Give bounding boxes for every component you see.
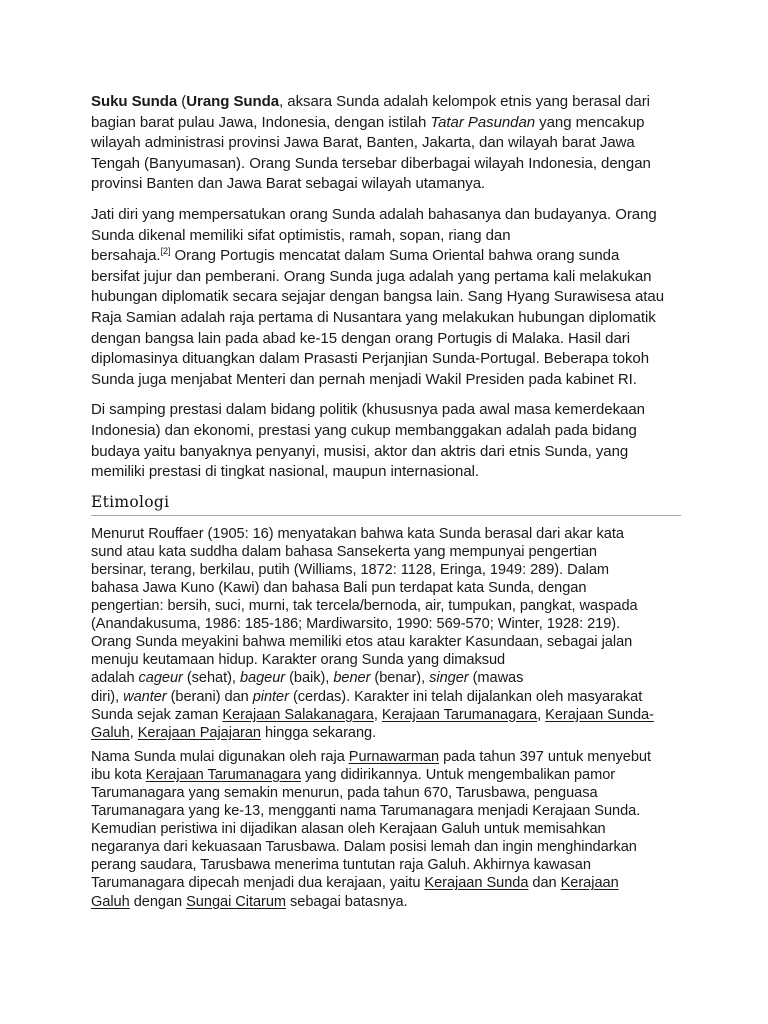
text-span: Nama Sunda mulai digunakan oleh raja xyxy=(91,748,349,765)
text-span: bagian barat pulau Jawa, Indonesia, dengan istilah xyxy=(91,113,431,131)
text-span: (benar), xyxy=(370,670,430,687)
paragraph-intro xyxy=(91,92,691,195)
text-line: Orang Sunda meyakini bahwa memiliki etos atau karakter Kasundaan, sebagai jalan xyxy=(91,634,633,651)
text-span: adalah xyxy=(91,670,139,687)
text-span: yang mencakup xyxy=(535,113,645,131)
text-span: pada tahun 397 untuk menyebut xyxy=(439,748,651,765)
text-line: Tarumanagara yang semakin menurun, pada tahun 670, Tarusbawa, penguasa xyxy=(91,785,598,801)
section-heading-etimologi: Etimologi xyxy=(91,493,681,516)
text-line: bersifat jujur dan pemberani. Orang Sunda juga adalah yang pertama kali melakukan xyxy=(91,267,652,285)
text-span: dan xyxy=(528,875,561,892)
text-line: (Anandakusuma, 1986: 185-186; Mardiwarsito, 1990: 569-570; Winter, 1928: 219). xyxy=(91,616,621,633)
text-line: bersinar, terang, berkilau, putih (Williams, 1872: 1128, Eringa, 1949: 289). Dalam xyxy=(91,561,610,578)
text-span: diri), xyxy=(91,688,124,705)
text-line: Tengah (Banyumasan). Orang Sunda tersebar diberbagai wilayah Indonesia, dengan xyxy=(91,154,651,172)
text-line: pengertian: bersih, suci, murni, tak tercela/bernoda, air, tumpukan, pangkat, waspada xyxy=(91,598,638,615)
text-span: Sunda sejak zaman xyxy=(91,706,223,723)
text-line: sund atau kata suddha dalam bahasa Sansekerta yang mempunyai pengertian xyxy=(91,543,597,560)
link-kerajaan-galuh[interactable]: Kerajaan xyxy=(560,875,619,892)
link-kerajaan-galuh[interactable]: Galuh xyxy=(91,893,130,910)
text-line: Sunda dikenal memiliki sifat optimistis, ramah, sopan, riang dan xyxy=(91,226,511,244)
text-span: dengan xyxy=(129,893,187,910)
italic-term: cageur xyxy=(138,670,183,687)
text-line: diplomasinya dituangkan dalam Prasasti Perjanjian Sunda-Portugal. Beberapa tokoh xyxy=(91,350,650,368)
text-span: yang didirikannya. Untuk mengembalikan pamor xyxy=(300,766,616,783)
text-span: Tarumanagara dipecah menjadi dua kerajaan, yaitu xyxy=(91,875,425,892)
text-span: ibu kota xyxy=(91,766,146,783)
text-span: (berani) dan xyxy=(166,688,253,705)
link-sungai-citarum[interactable]: Sungai Citarum xyxy=(186,893,287,910)
text-span: , xyxy=(537,706,546,723)
link-kerajaan-salakanagara[interactable]: Kerajaan Salakanagara xyxy=(222,706,374,723)
text-line xyxy=(91,246,691,267)
document-page xyxy=(91,92,691,917)
text-line: perang saudara, Tarusbawa menerima tuntutan raja Galuh. Akhirnya kawasan xyxy=(91,857,591,874)
text-line: Raja Samian adalah raja pertama di Nusantara yang melakukan hubungan diplomatik xyxy=(91,308,656,326)
text-line xyxy=(91,748,691,766)
text-line: negaranya dari kekuasaan Tarusbawa. Dalam posisi lemah dan ingin menghindarkan xyxy=(91,839,637,856)
italic-term: bener xyxy=(333,670,371,687)
text-span: Orang Portugis mencatat dalam Suma Oriental bahwa orang sunda xyxy=(170,247,620,265)
text-line: Menurut Rouffaer (1905: 16) menyatakan bahwa kata Sunda berasal dari akar kata xyxy=(91,525,624,542)
paragraph-identity xyxy=(91,205,691,390)
text-line xyxy=(91,92,691,113)
paragraph-sunda-name xyxy=(91,748,691,911)
text-line: hubungan diplomatik secara sejajar dengan bangsa lain. Sang Hyang Surawisesa atau xyxy=(91,288,665,306)
italic-term: pinter xyxy=(252,688,289,705)
text-span: sebagai batasnya. xyxy=(286,893,408,910)
text-line: wilayah administrasi provinsi Jawa Barat, Banten, Jakarta, dan wilayah barat Jawa xyxy=(91,134,635,152)
text-span: (cerdas). Karakter ini telah dijalankan oleh masyarakat xyxy=(288,688,643,705)
text-line: provinsi Banten dan Jawa Barat sebagai wilayah utamanya. xyxy=(91,175,486,193)
link-kerajaan-tarumanagara[interactable]: Kerajaan Tarumanagara xyxy=(145,766,301,783)
text-line: Tarumanagara yang ke-13, mengganti nama Tarumanagara menjadi Kerajaan Sunda. xyxy=(91,803,641,820)
paragraph-achievements xyxy=(91,400,691,482)
link-kerajaan-tarumanagara[interactable]: Kerajaan Tarumanagara xyxy=(381,706,538,723)
link-kerajaan-sunda-galuh[interactable]: Galuh xyxy=(91,724,130,741)
text-line xyxy=(91,669,691,687)
text-line xyxy=(91,893,691,911)
text-line: Jati diri yang mempersatukan orang Sunda adalah bahasanya dan budayanya. Orang xyxy=(91,205,657,223)
text-line: Sunda juga menjabat Menteri dan pernah menjadi Wakil Presiden pada kabinet RI. xyxy=(91,370,637,388)
text-line xyxy=(91,724,691,742)
italic-term: wanter xyxy=(123,688,167,705)
italic-term: bageur xyxy=(239,670,286,687)
text-span: , aksara Sunda adalah kelompok etnis yang berasal dari xyxy=(279,93,650,110)
citation-ref[interactable]: [2] xyxy=(160,246,171,257)
text-line xyxy=(91,706,691,724)
bold-term: Urang Sunda xyxy=(186,93,280,110)
text-span: (mawas xyxy=(468,670,524,687)
text-line: Kemudian peristiwa ini dijadikan alasan oleh Kerajaan Galuh untuk memisahkan xyxy=(91,821,606,838)
text-span: , xyxy=(129,724,138,741)
text-line: budaya yaitu banyaknya penyanyi, musisi, aktor dan aktris dari etnis Sunda, yang xyxy=(91,442,629,460)
text-span: (sehat), xyxy=(182,670,240,687)
link-purnawarman[interactable]: Purnawarman xyxy=(348,748,440,765)
link-kerajaan-pajajaran[interactable]: Kerajaan Pajajaran xyxy=(137,724,261,741)
text-line xyxy=(91,113,691,134)
italic-term: Tatar Pasundan xyxy=(430,113,536,131)
italic-term: singer xyxy=(429,670,469,687)
text-span: (baik), xyxy=(285,670,334,687)
link-kerajaan-sunda[interactable]: Kerajaan Sunda xyxy=(424,875,529,892)
link-kerajaan-sunda-galuh[interactable]: Kerajaan Sunda- xyxy=(545,706,654,723)
text-span: , xyxy=(373,706,382,723)
text-line: menuju keutamaan hidup. Karakter orang Sunda yang dimaksud xyxy=(91,652,506,669)
text-line: memiliki prestasi di tingkat nasional, maupun internasional. xyxy=(91,463,480,481)
text-line: Di samping prestasi dalam bidang politik (khususnya pada awal masa kemerdekaan xyxy=(91,401,645,419)
text-line xyxy=(91,766,691,784)
text-line: dengan bangsa lain pada abad ke-15 dengan orang Portugis di Malaka. Hasil dari xyxy=(91,329,630,347)
paragraph-etymology xyxy=(91,525,691,742)
text-line xyxy=(91,688,691,706)
text-span: hingga sekarang. xyxy=(260,724,377,741)
text-line: Indonesia) dan ekonomi, prestasi yang cukup membanggakan adalah pada bidang xyxy=(91,421,637,439)
text-line xyxy=(91,874,691,892)
bold-term: Suku Sunda xyxy=(91,93,178,110)
text-span: ( xyxy=(177,93,187,110)
text-span: bersahaja. xyxy=(91,247,161,265)
text-line: bahasa Jawa Kuno (Kawi) dan bahasa Bali pun terdapat kata Sunda, dengan xyxy=(91,579,587,596)
